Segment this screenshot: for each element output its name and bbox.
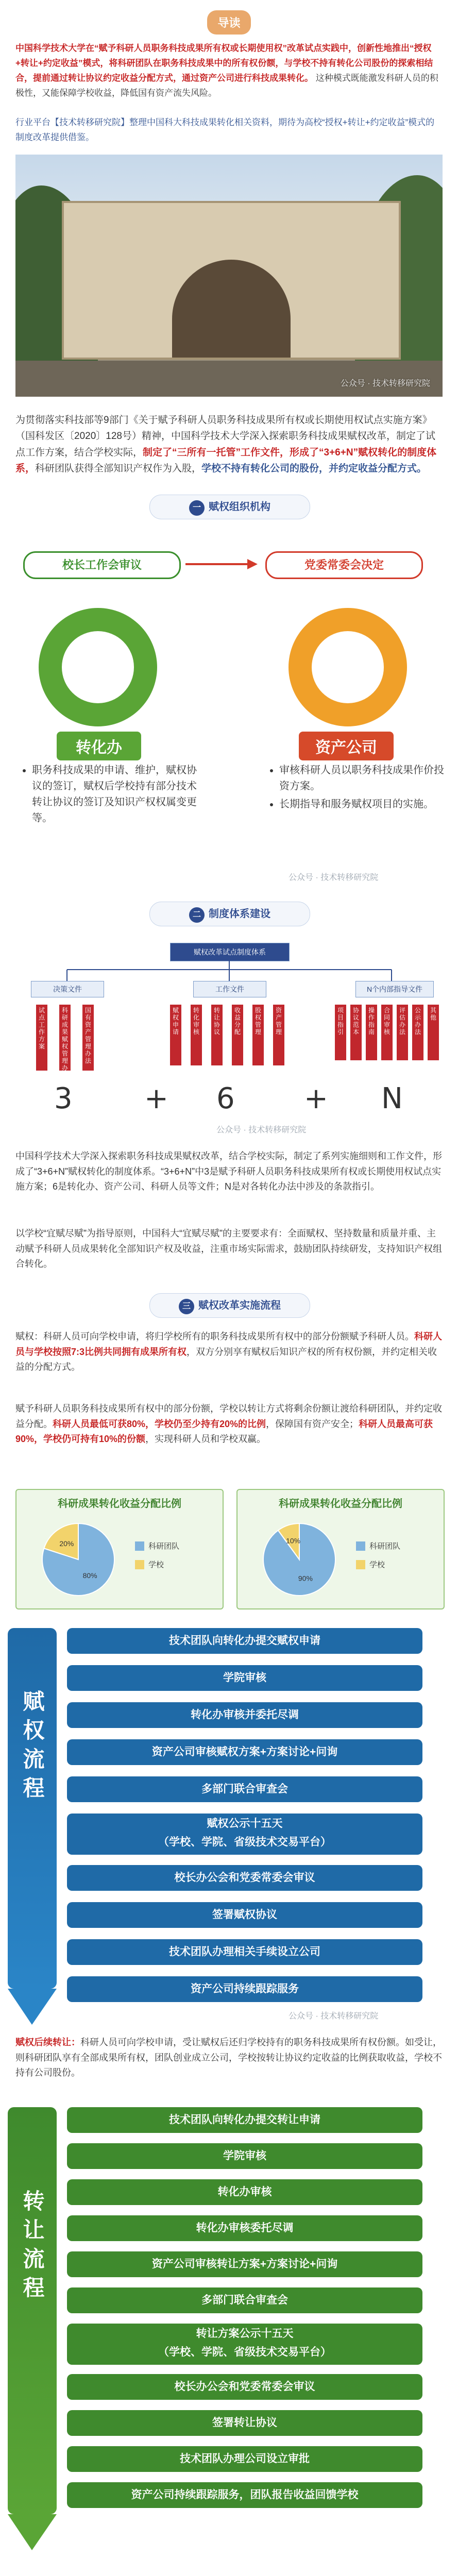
pill-president-meeting: 校长工作会审议: [23, 551, 181, 579]
doc-box: 合同审核: [381, 1005, 393, 1060]
flow2-step: 技术团队向转化办提交转让申请: [67, 2107, 422, 2133]
doc-box: 项目指引: [335, 1005, 346, 1060]
flow1-side-text: 赋权流程: [20, 1690, 45, 1805]
paragraph-transfer: [15, 2035, 443, 2081]
section-1-title: 赋权组织机构: [209, 501, 270, 513]
flow1-side-label: [8, 1628, 57, 1989]
legend-label: 科研团队: [369, 1542, 401, 1551]
doc-box: 评估办法: [397, 1005, 408, 1060]
pie-slice-label: 90%: [298, 1574, 313, 1583]
flow1-step: 技术团队向转化办提交赋权申请: [67, 1628, 422, 1654]
gear-green-inner: [62, 631, 134, 703]
pie-card-2: [236, 1489, 445, 1609]
section-3-number: 三: [179, 1299, 194, 1314]
plus-1: +: [144, 1082, 168, 1115]
section-3-banner: [149, 1293, 310, 1318]
flow2-step: 转让方案公示十五天 （学校、学院、省级技术交易平台）: [67, 2324, 422, 2365]
transfer-office-duties: [21, 762, 197, 828]
doc-box: 转化审核: [191, 1005, 202, 1065]
photo-watermark: 公众号 · 技术转移研究院: [340, 379, 430, 388]
gear-orange-inner: [312, 631, 384, 703]
system-connector-lines: [31, 960, 428, 981]
intro-badge: 导读: [207, 10, 250, 35]
intro-text: [15, 41, 443, 145]
label-transfer-office: 转化办: [57, 732, 141, 760]
group-work-docs: 工作文件: [193, 981, 266, 997]
gate-structure: [62, 201, 401, 360]
section-1-banner: [149, 495, 310, 519]
flow2-step: 技术团队办理公司设立审批: [67, 2446, 422, 2472]
legend-label: 学校: [369, 1561, 385, 1569]
flow2-step: 签署转让协议: [67, 2410, 422, 2436]
flow2-step: 转化办审核委托尽调: [67, 2215, 422, 2241]
legend-swatch: [356, 1541, 365, 1551]
para5-highlight-2: 科研人员最高可获90%，学校仍可持有10%的份额: [15, 1418, 433, 1445]
para5-text-c: ，实现科研人员和学校双赢。: [145, 1434, 266, 1445]
pie-chart-1: [32, 1516, 207, 1603]
flow1-step: 资产公司持续跟踪服务: [67, 1976, 422, 2002]
group-decision-docs: 决策文件: [31, 981, 104, 997]
flow2-step: 资产公司持续跟踪服务，团队报告收益回馈学校: [67, 2482, 422, 2508]
flow2-arrow-icon: [8, 2514, 57, 2550]
doc-box: 转让协议: [211, 1005, 223, 1065]
para1-blue: 学校不持有转化公司的股份，并约定收益分配方式。: [201, 463, 427, 474]
section-3-title: 赋权改革实施流程: [198, 1300, 281, 1311]
group-internal-guides: N个内部指导文件: [355, 981, 434, 997]
para4-text-a: 赋权：科研人员可向学校申请，将归学校所有的职务科技成果所有权中的部分份额赋予科研人员。: [15, 1331, 414, 1342]
section-2-title: 制度体系建设: [209, 908, 270, 920]
intro-highlight: 中国科学技术大学在“赋予科研人员职务科技成果所有权或长期使用权”改革试点实践中，创新性地推出“授权+转让+约定收益”模式，将科研团队在职务科技成果中的所有权份额，与学校不持有转化公司股份的探索相结合，提前通过转让协议约定收益分配方式，通过资产公司进行科技成果转化。: [15, 43, 433, 83]
pie-slice-label: 10%: [286, 1536, 301, 1545]
flow1-step: 校长办公会和党委常委会审议: [67, 1865, 422, 1891]
flow2-step: 多部门联合审查会: [67, 2287, 422, 2313]
transfer-office-duty: • 职务科技成果的申请、维护，赋权协议的签订，赋权后学校持有部分技术转让协议的签订及知识产权权属变更等。: [32, 762, 197, 826]
paragraph-system: 中国科学技术大学深入探索职务科技成果赋权改革，结合学校实际，制定了系列实施细则和工作文件，形成了“3+6+N”赋权转化的制度体系。“3+6+N”中3是赋予科研人员职务科技成果所有权或长期使用权试点实施方案；6是转化办、资产公司、科研人员等文件；N是对各转化办法中涉及的条款指引。: [15, 1151, 442, 1192]
para1-text-a: 为贯彻落实科技部等9部门《关于赋予科研人员职务科技成果所有权或长期使用权试点实施方案》（国科发区〔2020〕128号）精神，中国科学技术大学深入探索职务科技成果赋权改革，制定了试点工作方案，结合学校实际，: [15, 415, 435, 458]
doc-box: 收益分配: [232, 1005, 243, 1065]
intro-line3: 行业平台【技术转移研究院】整理中国科大科技成果转化相关资料，期待为高校“授权+转让+约定收益”模式的制度改革提供借鉴。: [15, 117, 435, 143]
intro-block: [15, 10, 443, 35]
doc-box: 操作指南: [366, 1005, 377, 1060]
doc-box: 赋权申请: [170, 1005, 181, 1065]
gear-orange-icon: [289, 608, 407, 726]
para1-text-b: 科研团队获得全部知识产权作为入股，: [35, 463, 202, 474]
section-2-banner: [149, 902, 310, 926]
pie-1-title: 科研成果转化收益分配比例: [58, 1498, 181, 1510]
pie-2-title: 科研成果转化收益分配比例: [279, 1498, 402, 1510]
flow2-step: 校长办公会和党委常委会审议: [67, 2374, 422, 2400]
section-1-number: 一: [189, 500, 205, 516]
para4-text-b: ，双方分别享有赋权后知识产权的所有权份额，并约定相关收益的分配方式。: [15, 1346, 437, 1372]
pie-slice-label: 80%: [82, 1571, 97, 1580]
num-3: 3: [54, 1082, 73, 1115]
num-6: 6: [216, 1082, 235, 1115]
para6-text: 科研人员可向学校申请，受让赋权后还归学校持有的职务科技成果所有权份额。如受让，则科研团队享有全部成果所有权，团队创业成立公司，学校按转让协议约定收益的比例获取收益，学校不持有公司股份。: [15, 2037, 442, 2078]
doc-box: 试点工作方案: [36, 1005, 47, 1071]
system-watermark: 公众号 · 技术转移研究院: [216, 1126, 307, 1134]
para5-text-a: 赋予科研人员职务科技成果所有权中的部分份额，学校以转让方式将剩余份额让渡给科研团队，并约定收益分配。: [15, 1403, 442, 1429]
flow1-step: 赋权公示十五天 （学校、学院、省级技术交易平台）: [67, 1814, 422, 1855]
asset-company-duties: [268, 762, 449, 815]
flow1-arrow-icon: [8, 1989, 57, 2025]
asset-company-duty-1: • 审核科研人员以职务科技成果作价投资方案。: [279, 762, 449, 794]
flow2-step: 资产公司审核转让方案+方案讨论+问询: [67, 2251, 422, 2277]
org-arrow-icon: [185, 556, 258, 572]
flow1-step: 资产公司审核赋权方案+方案讨论+问询: [67, 1739, 422, 1765]
doc-box: 资产管理: [273, 1005, 284, 1065]
para4-highlight: 科研人员与学校按照7:3比例共同拥有成果所有权: [15, 1331, 442, 1357]
para5-highlight-1: 科研人员最低可获80%，学校仍至少持有20%的比例: [53, 1418, 266, 1429]
para5-text-b: ，保障国有资产安全；: [266, 1418, 359, 1429]
doc-box: 公示办法: [412, 1005, 423, 1060]
flow2-step: 转化办审核: [67, 2179, 422, 2205]
num-n: N: [381, 1082, 403, 1115]
plus-2: +: [304, 1082, 328, 1115]
asset-company-duty-2: • 长期指导和服务赋权项目的实施。: [279, 796, 449, 812]
flow1-step: 学院审核: [67, 1665, 422, 1691]
doc-box: 其他: [428, 1005, 439, 1060]
flow1-step: 多部门联合审查会: [67, 1776, 422, 1802]
label-asset-company: 资产公司: [299, 732, 394, 760]
legend-swatch: [135, 1541, 144, 1551]
doc-box: 协议范本: [350, 1005, 362, 1060]
flow1-step: 转化办审核并委托尽调: [67, 1702, 422, 1728]
para1-highlight: 制定了“三所有一托管”工作文件，形成了“3+6+N”赋权转化的制度体系，: [15, 447, 437, 474]
gate-arch: [172, 260, 291, 358]
paragraph-policy: [15, 412, 443, 477]
legend-label: 学校: [148, 1561, 164, 1569]
pie-card-1: [15, 1489, 224, 1609]
paragraph-empowerment: [15, 1329, 443, 1375]
flow2-side-text: 转让流程: [20, 2190, 45, 2305]
legend-swatch: [356, 1560, 365, 1569]
system-top-box: 赋权改革试点制度体系: [170, 943, 290, 961]
gear-green-icon: [39, 608, 157, 726]
flow1-watermark: 公众号 · 技术转移研究院: [289, 2012, 379, 2021]
paragraph-principle: 以学校“宜赋尽赋”为指导原则，中国科大“宜赋尽赋”的主要要求有：全面赋权、坚持数量和质量并重、主动赋予科研人员成果转化全部知识产权及收益，注重市场实际需求，鼓励团队持续研发，支持知识产权组合转化。: [15, 1228, 442, 1269]
pie-slice-label: 20%: [59, 1539, 74, 1548]
campus-gate-photo: [15, 155, 443, 397]
pie-chart-2: [253, 1516, 428, 1603]
flow2-side-label: [8, 2107, 57, 2514]
flow1-step: 签署赋权协议: [67, 1902, 422, 1928]
legend-swatch: [135, 1560, 144, 1569]
legend-label: 科研团队: [148, 1542, 180, 1551]
para6-lead: 赋权后续转让：: [15, 2037, 80, 2047]
flow2-step: 学院审核: [67, 2143, 422, 2169]
flow1-step: 技术团队办理相关手续设立公司: [67, 1939, 422, 1965]
org-watermark: 公众号 · 技术转移研究院: [289, 873, 379, 882]
intro-line2: 这种模式既能激发科研人员的积极性，又能保障学校收益，降低国有资产流失风险。: [15, 73, 438, 98]
paragraph-share: [15, 1401, 443, 1447]
section-2-number: 二: [189, 907, 205, 923]
doc-box: 科研成果赋权管理办法: [59, 1005, 71, 1071]
pill-party-committee: 党委常委会决定: [265, 551, 423, 579]
doc-box: 国有资产管理办法: [82, 1005, 94, 1071]
doc-box: 股权管理: [252, 1005, 264, 1065]
